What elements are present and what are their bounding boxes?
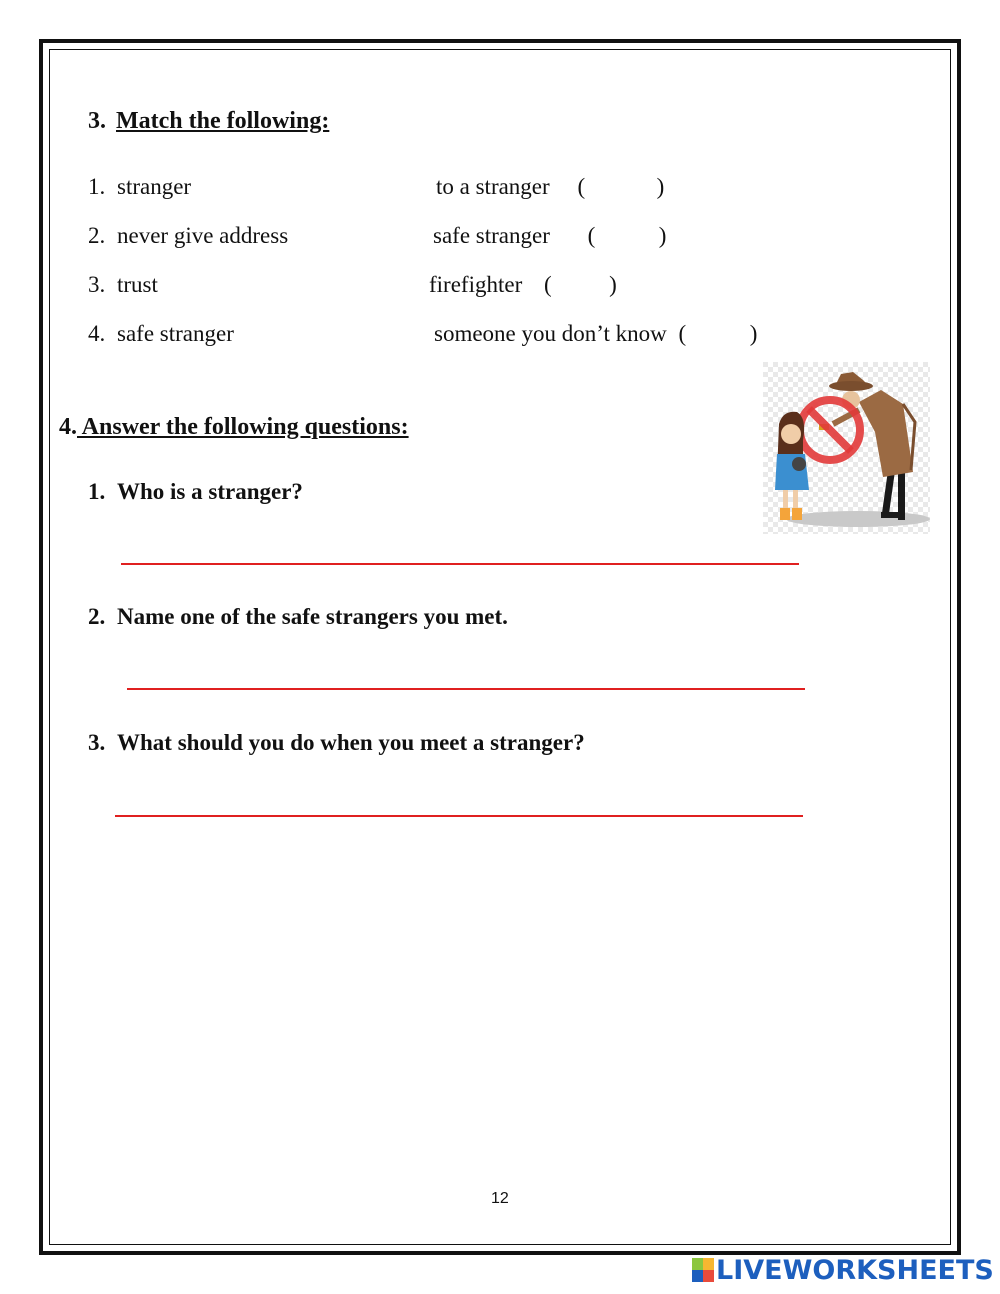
match-row — [88, 321, 234, 347]
match-left-item: trust — [117, 272, 158, 297]
question-number: 2. — [88, 604, 106, 629]
match-answer-close-bracket: ) — [656, 174, 665, 199]
page-border — [39, 39, 961, 1255]
match-row-number: 4. — [88, 321, 106, 346]
match-row-number: 1. — [88, 174, 106, 199]
match-answer-close-bracket: ) — [609, 272, 617, 297]
match-right-item — [434, 321, 757, 347]
no-strangers-illustration-icon — [763, 362, 930, 534]
match-answer-close-bracket: ) — [658, 223, 667, 248]
answer-line-input[interactable] — [127, 688, 805, 690]
section-3-number: 3. — [88, 108, 106, 134]
match-left-item: never give address — [117, 223, 289, 248]
question-text: Who is a stranger? — [117, 479, 303, 504]
section-3-title: Match the following: — [116, 108, 330, 134]
match-right-text: to a stranger — [436, 174, 550, 199]
match-answer-open-bracket: ( — [577, 174, 586, 199]
match-right-item — [436, 174, 664, 200]
match-answer-open-bracket: ( — [543, 272, 552, 297]
match-answer-open-bracket: ( — [587, 223, 596, 248]
match-right-text: safe stranger — [433, 223, 550, 248]
match-answer-close-bracket: ) — [749, 321, 758, 346]
answer-line-input[interactable] — [121, 563, 799, 565]
question-text: What should you do when you meet a stranger? — [117, 730, 585, 755]
match-right-text: firefighter — [429, 272, 523, 297]
match-right-text: someone you don’t know — [434, 321, 667, 346]
liveworksheets-logo-icon — [692, 1258, 714, 1282]
match-answer-open-bracket: ( — [678, 321, 687, 346]
section-4-heading — [59, 414, 409, 441]
brand-name: LIVEWORKSHEETS — [716, 1254, 994, 1286]
question-item — [88, 604, 508, 630]
match-right-item — [433, 223, 666, 249]
section-4-title: Answer the following questions: — [77, 414, 409, 440]
match-row-number: 3. — [88, 272, 106, 297]
match-right-item — [429, 272, 617, 298]
page-number: 12 — [491, 1190, 509, 1207]
liveworksheets-brand[interactable] — [692, 1255, 994, 1285]
match-row — [88, 223, 288, 249]
answer-line-input[interactable] — [115, 815, 803, 817]
match-row — [88, 174, 191, 200]
question-number: 3. — [88, 730, 106, 755]
question-number: 1. — [88, 479, 106, 504]
match-left-item: stranger — [117, 174, 192, 199]
question-item — [88, 479, 303, 505]
match-left-item: safe stranger — [117, 321, 234, 346]
question-item — [88, 730, 585, 756]
question-text: Name one of the safe strangers you met. — [117, 604, 508, 629]
match-row — [88, 272, 158, 298]
section-4-number: 4. — [59, 414, 77, 440]
match-row-number: 2. — [88, 223, 106, 248]
section-3-heading — [88, 108, 329, 135]
